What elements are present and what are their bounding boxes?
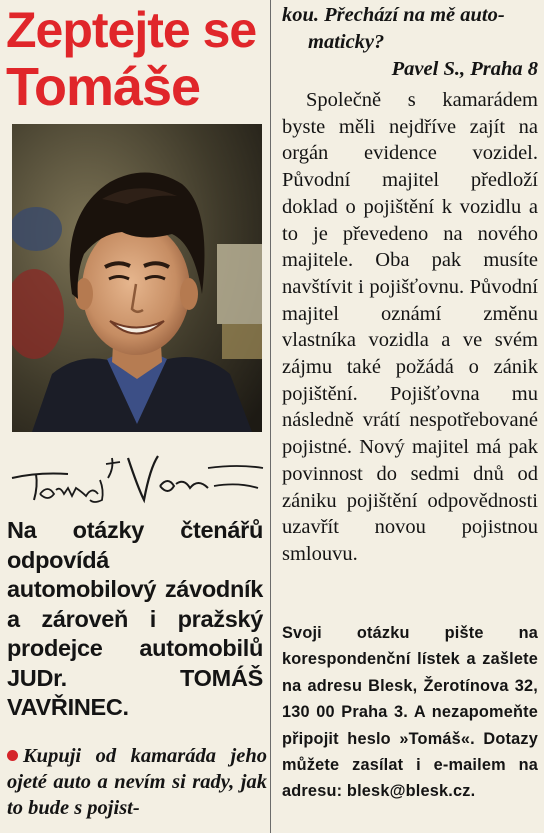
question-cont-line-1: kou. Přechází na mě auto- — [282, 4, 505, 26]
reader-question-text: Kupuji od kamaráda jeho ojeté auto a nevím si rady, jak to bude s pojist- — [7, 745, 267, 819]
intro-text: Na otázky čtenářů odpovídá automobilový závodník a zároveň i pražský prodejce automobilů JUDr. TOMÁŠ VAVŘINEC. — [7, 517, 263, 720]
answer-text: Společně s kamarádem byste měli nejdříve zajít na orgán evidence vozidel. Původní majitel předloží doklad o pojištění k vozidlu a to je převedeno na nového majitele. Oba pak musíte navštívit i pojišťovnu. Původní majitel oznámí změnu vlastníka vozidla a ve svém zájmu také požádá o zánik pojištění. Pojišťovna mu následně vrátí nespotřebované pojistné. Nový majitel má pak povinnost do sedmi dnů od zániku pojištění odpovědnosti uzavřít novou pojistnou smlouvu. — [282, 89, 538, 565]
headline-line-2: Tomáše — [6, 57, 201, 117]
reader-question-continuation — [282, 2, 538, 56]
headline-line-1: Zeptejte se — [6, 2, 257, 58]
reader-question-start — [7, 743, 267, 821]
signature — [8, 438, 266, 518]
column-divider — [270, 0, 271, 833]
signature-image — [8, 438, 266, 518]
portrait-photo — [12, 124, 262, 432]
bullet-icon — [7, 750, 18, 761]
question-cont-line-2: maticky? — [308, 31, 385, 53]
headline — [6, 2, 268, 116]
question-author: Pavel S., Praha 8 — [391, 58, 538, 80]
submission-instructions: Svoji otázku pište na korespondenční lístek a zašlete na adresu Blesk, Žerotínova 32, 130 00 Praha 3. A nezapomeňte připojit heslo »Tomáš«. Dotazy můžete zasílat i e-mailem na adresu: blesk@blesk.cz. — [282, 624, 538, 801]
